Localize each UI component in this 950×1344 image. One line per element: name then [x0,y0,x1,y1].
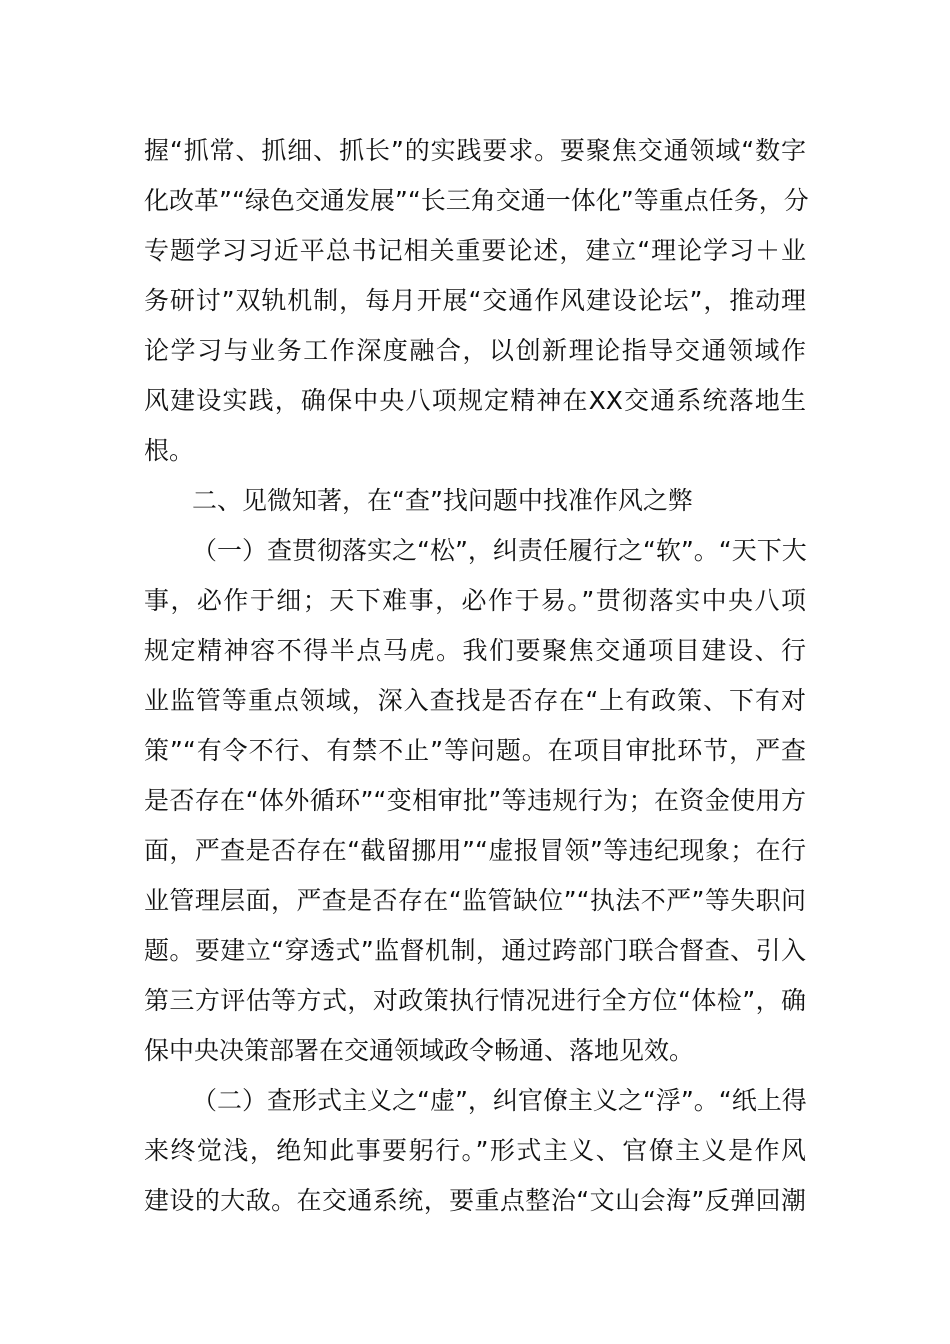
paragraph-line: 面，严查是否存在“截留挪用”“虚报冒领”等违纪现象；在行 [144,836,806,865]
paragraph-line: 建设的大敌。在交通系统，要重点整治“文山会海”反弹回潮 [144,1186,806,1215]
paragraph-line: 专题学习习近平总书记相关重要论述，建立“理论学习＋业 [144,236,806,265]
paragraph-line: 业管理层面，严查是否存在“监管缺位”“执法不严”等失职问 [144,886,806,915]
paragraph-line: 风建设实践，确保中央八项规定精神在XX交通系统落地生 [144,386,806,415]
paragraph-line: 根。 [144,436,195,465]
paragraph-line: 策”“有令不行、有禁不止”等问题。在项目审批环节，严查 [144,736,806,765]
paragraph-line: 来终觉浅，绝知此事要躬行。”形式主义、官僚主义是作风 [144,1136,806,1165]
paragraph-line: 化改革”“绿色交通发展”“长三角交通一体化”等重点任务，分 [144,186,809,215]
paragraph-line: 规定精神容不得半点马虎。我们要聚焦交通项目建设、行 [144,636,806,665]
paragraph-line: 题。要建立“穿透式”监督机制，通过跨部门联合督查、引入 [144,936,806,965]
paragraph-line: 第三方评估等方式，对政策执行情况进行全方位“体检”，确 [144,986,806,1015]
paragraph-line: 是否存在“体外循环”“变相审批”等违规行为；在资金使用方 [144,786,806,815]
subsection-heading-line: （二）查形式主义之“虚”，纠官僚主义之“浮”。“纸上得 [192,1086,807,1115]
paragraph-line: 握“抓常、抓细、抓长”的实践要求。要聚焦交通领域“数字 [144,136,806,165]
paragraph-line: 论学习与业务工作深度融合，以创新理论指导交通领域作 [144,336,806,365]
paragraph-line: 务研讨”双轨机制，每月开展“交通作风建设论坛”，推动理 [144,286,806,315]
document-body [144,126,809,1226]
paragraph-line: 业监管等重点领域，深入查找是否存在“上有政策、下有对 [144,686,806,715]
paragraph-line: 保中央决策部署在交通领域政令畅通、落地见效。 [144,1036,695,1065]
paragraph-line: 事，必作于细；天下难事，必作于易。”贯彻落实中央八项 [144,586,806,615]
subsection-heading-line: （一）查贯彻落实之“松”，纠责任履行之“软”。“天下大 [192,536,807,565]
section-heading: 二、见微知著，在“查”找问题中找准作风之弊 [192,486,693,515]
